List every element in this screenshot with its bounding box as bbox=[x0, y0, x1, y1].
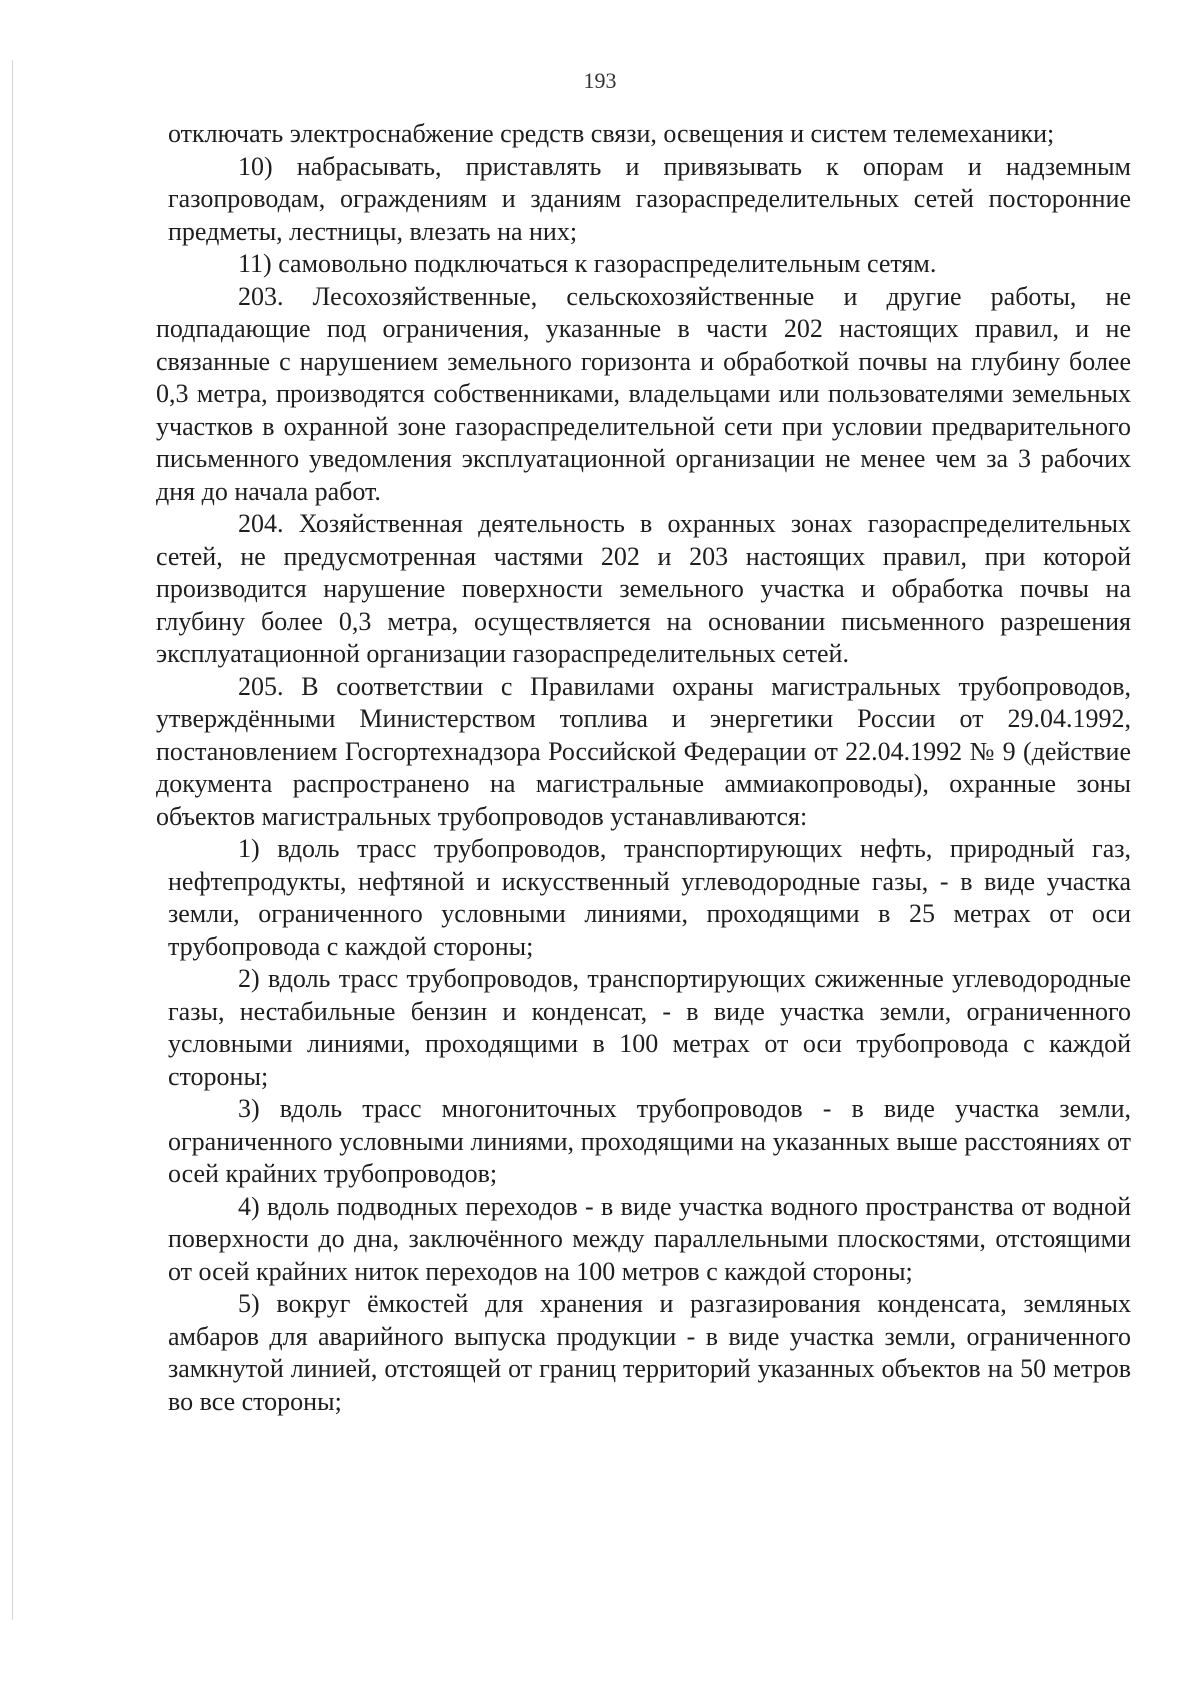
scan-edge-line bbox=[12, 60, 13, 1620]
page-number: 193 bbox=[583, 68, 617, 93]
paragraph-205-item-4: 4) вдоль подводных переходов - в виде участка водного пространства от водной поверхности до дна, заключённого между параллельными плоскостями, отстоящими от осей крайних ниток переходов на 100 метров с каждой стороны; bbox=[168, 1191, 1131, 1286]
paragraph-205-item-3: 3) вдоль трасс многониточных трубопроводов - в виде участка земли, ограниченного условными линиями, проходящими на указанных выше расстояниях от осей крайних трубопроводов; bbox=[168, 1094, 1131, 1188]
paragraph-205-item-5: 5) вокруг ёмкостей для хранения и разгазирования конденсата, земляных амбаров для аварийного выпуска продукции - в виде участка земли, ограниченного замкнутой линией, отстоящей от границ территорий указанных объектов на 50 метров во все стороны; bbox=[168, 1289, 1131, 1416]
document-body bbox=[156, 118, 1131, 1418]
paragraph-item-11: 11) самовольно подключаться к газораспределительным сетям. bbox=[238, 249, 937, 278]
paragraph-205-item-2: 2) вдоль трасс трубопроводов, транспортирующих сжиженные углеводородные газы, нестабильные бензин и конденсат, - в виде участка земли, ограниченного условными линиями, проходящими в 100 метрах от оси трубопровода с каждой стороны; bbox=[168, 964, 1131, 1091]
paragraph-205-item-1: 1) вдоль трасс трубопроводов, транспортирующих нефть, природный газ, нефтепродукты, нефтяной и искусственный углеводородные газы, - в виде участка земли, ограниченного условными линиями, проходящими в 25 метрах от оси трубопровода с каждой стороны; bbox=[168, 834, 1131, 961]
paragraph-203: 203. Лесохозяйственные, сельскохозяйственные и другие работы, не подпадающие под ограничения, указанные в части 202 настоящих правил, и не связанные с нарушением земельного горизонта и обработкой почвы на глубину более 0,3 метра, производятся собственниками, владельцами или пользователями земельных участков в охранной зоне газораспределительной сети при условии предварительного письменного уведомления эксплуатационной организации не менее чем за 3 рабочих дня до начала работ. bbox=[156, 281, 1131, 506]
paragraph-205: 205. В соответствии с Правилами охраны магистральных трубопроводов, утверждёнными Министерством топлива и энергетики России от 29.04.1992, постановлением Госгортехнадзора Российской Федерации от 22.04.1992 № 9 (действие документа распространено на магистральные аммиакопроводы), охранные зоны объектов магистральных трубопроводов устанавливаются: bbox=[156, 671, 1131, 831]
paragraph-continuation: отключать электроснабжение средств связи, освещения и систем телемеханики; bbox=[168, 119, 1055, 148]
paragraph-204: 204. Хозяйственная деятельность в охранных зонах газораспределительных сетей, не предусмотренная частями 202 и 203 настоящих правил, при которой производится нарушение поверхности земельного участка и обработка почвы на глубину более 0,3 метра, осуществляется на основании письменного разрешения эксплуатационной организации газораспределительных сетей. bbox=[156, 509, 1131, 668]
paragraph-item-10: 10) набрасывать, приставлять и привязывать к опорам и надземным газопроводам, ограждениям и зданиям газораспределительных сетей посторонние предметы, лестницы, влезать на них; bbox=[168, 151, 1131, 246]
